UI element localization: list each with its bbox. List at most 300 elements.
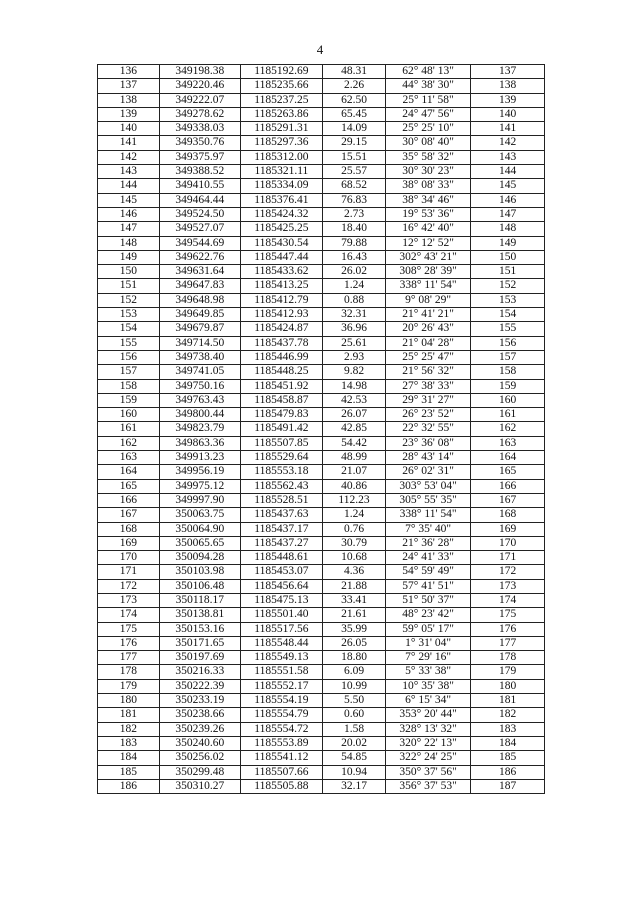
x-coordinate-cell: 350106.48	[159, 579, 240, 593]
bearing-cell: 12° 12' 52"	[386, 236, 471, 250]
table-row	[98, 122, 545, 136]
y-coordinate-cell: 1185437.78	[240, 336, 322, 350]
point-number-cell: 181	[98, 708, 160, 722]
y-coordinate-cell: 1185437.27	[240, 536, 322, 550]
y-coordinate-cell: 1185562.43	[240, 479, 322, 493]
y-coordinate-cell: 1185553.89	[240, 736, 322, 750]
point-number-cell: 146	[98, 207, 160, 221]
distance-cell: 6.09	[322, 665, 385, 679]
table-row	[98, 336, 545, 350]
distance-cell: 36.96	[322, 322, 385, 336]
bearing-cell: 25° 25' 47"	[386, 350, 471, 364]
distance-cell: 10.68	[322, 551, 385, 565]
y-coordinate-cell: 1185291.31	[240, 122, 322, 136]
next-point-cell: 144	[471, 165, 545, 179]
x-coordinate-cell: 350153.16	[159, 622, 240, 636]
distance-cell: 21.88	[322, 579, 385, 593]
x-coordinate-cell: 349975.12	[159, 479, 240, 493]
distance-cell: 42.85	[322, 422, 385, 436]
bearing-cell: 54° 59' 49"	[386, 565, 471, 579]
x-coordinate-cell: 350065.65	[159, 536, 240, 550]
bearing-cell: 302° 43' 21"	[386, 250, 471, 264]
point-number-cell: 185	[98, 765, 160, 779]
x-coordinate-cell: 350138.81	[159, 608, 240, 622]
bearing-cell: 27° 38' 33"	[386, 379, 471, 393]
table-row	[98, 694, 545, 708]
point-number-cell: 182	[98, 722, 160, 736]
table-row	[98, 379, 545, 393]
next-point-cell: 163	[471, 436, 545, 450]
table-row	[98, 665, 545, 679]
distance-cell: 10.94	[322, 765, 385, 779]
y-coordinate-cell: 1185479.83	[240, 408, 322, 422]
point-number-cell: 141	[98, 136, 160, 150]
x-coordinate-cell: 350197.69	[159, 651, 240, 665]
bearing-cell: 26° 23' 52"	[386, 408, 471, 422]
next-point-cell: 155	[471, 322, 545, 336]
point-number-cell: 180	[98, 694, 160, 708]
page-number: 4	[316, 42, 324, 57]
next-point-cell: 148	[471, 222, 545, 236]
x-coordinate-cell: 350310.27	[159, 779, 240, 793]
point-number-cell: 161	[98, 422, 160, 436]
table-row	[98, 708, 545, 722]
x-coordinate-cell: 349388.52	[159, 165, 240, 179]
point-number-cell: 178	[98, 665, 160, 679]
distance-cell: 79.88	[322, 236, 385, 250]
next-point-cell: 164	[471, 451, 545, 465]
point-number-cell: 140	[98, 122, 160, 136]
bearing-cell: 21° 36' 28"	[386, 536, 471, 550]
distance-cell: 21.07	[322, 465, 385, 479]
y-coordinate-cell: 1185448.61	[240, 551, 322, 565]
table-row	[98, 293, 545, 307]
x-coordinate-cell: 349222.07	[159, 93, 240, 107]
distance-cell: 76.83	[322, 193, 385, 207]
bearing-cell: 322° 24' 25"	[386, 751, 471, 765]
y-coordinate-cell: 1185412.93	[240, 308, 322, 322]
x-coordinate-cell: 350118.17	[159, 593, 240, 607]
point-number-cell: 153	[98, 308, 160, 322]
y-coordinate-cell: 1185554.72	[240, 722, 322, 736]
point-number-cell: 147	[98, 222, 160, 236]
y-coordinate-cell: 1185553.18	[240, 465, 322, 479]
table-row	[98, 308, 545, 322]
distance-cell: 10.99	[322, 679, 385, 693]
table-row	[98, 493, 545, 507]
point-number-cell: 138	[98, 93, 160, 107]
y-coordinate-cell: 1185451.92	[240, 379, 322, 393]
next-point-cell: 137	[471, 65, 545, 79]
bearing-cell: 30° 08' 40"	[386, 136, 471, 150]
next-point-cell: 143	[471, 150, 545, 164]
distance-cell: 18.40	[322, 222, 385, 236]
bearing-cell: 21° 56' 32"	[386, 365, 471, 379]
table-body	[98, 65, 545, 794]
point-number-cell: 156	[98, 350, 160, 364]
next-point-cell: 145	[471, 179, 545, 193]
distance-cell: 26.05	[322, 636, 385, 650]
next-point-cell: 141	[471, 122, 545, 136]
y-coordinate-cell: 1185448.25	[240, 365, 322, 379]
bearing-cell: 328° 13' 32"	[386, 722, 471, 736]
y-coordinate-cell: 1185491.42	[240, 422, 322, 436]
table-row	[98, 365, 545, 379]
x-coordinate-cell: 350103.98	[159, 565, 240, 579]
bearing-cell: 44° 38' 30"	[386, 79, 471, 93]
point-number-cell: 173	[98, 593, 160, 607]
point-number-cell: 176	[98, 636, 160, 650]
y-coordinate-cell: 1185554.79	[240, 708, 322, 722]
table-row	[98, 322, 545, 336]
y-coordinate-cell: 1185501.40	[240, 608, 322, 622]
x-coordinate-cell: 349198.38	[159, 65, 240, 79]
x-coordinate-cell: 349863.36	[159, 436, 240, 450]
x-coordinate-cell: 350064.90	[159, 522, 240, 536]
distance-cell: 29.15	[322, 136, 385, 150]
y-coordinate-cell: 1185437.17	[240, 522, 322, 536]
table-row	[98, 593, 545, 607]
distance-cell: 40.86	[322, 479, 385, 493]
x-coordinate-cell: 349278.62	[159, 107, 240, 121]
point-number-cell: 162	[98, 436, 160, 450]
bearing-cell: 38° 08' 33"	[386, 179, 471, 193]
table-row	[98, 736, 545, 750]
y-coordinate-cell: 1185312.00	[240, 150, 322, 164]
bearing-cell: 21° 04' 28"	[386, 336, 471, 350]
point-number-cell: 179	[98, 679, 160, 693]
next-point-cell: 158	[471, 365, 545, 379]
x-coordinate-cell: 349647.83	[159, 279, 240, 293]
table-row	[98, 165, 545, 179]
next-point-cell: 175	[471, 608, 545, 622]
coordinates-table	[97, 64, 545, 794]
point-number-cell: 172	[98, 579, 160, 593]
table-row	[98, 436, 545, 450]
next-point-cell: 160	[471, 393, 545, 407]
bearing-cell: 16° 42' 40"	[386, 222, 471, 236]
table-row	[98, 79, 545, 93]
x-coordinate-cell: 350239.26	[159, 722, 240, 736]
next-point-cell: 187	[471, 779, 545, 793]
point-number-cell: 158	[98, 379, 160, 393]
distance-cell: 14.09	[322, 122, 385, 136]
x-coordinate-cell: 349750.16	[159, 379, 240, 393]
point-number-cell: 186	[98, 779, 160, 793]
table-row	[98, 565, 545, 579]
distance-cell: 26.07	[322, 408, 385, 422]
bearing-cell: 24° 41' 33"	[386, 551, 471, 565]
table-row	[98, 608, 545, 622]
next-point-cell: 179	[471, 665, 545, 679]
y-coordinate-cell: 1185505.88	[240, 779, 322, 793]
y-coordinate-cell: 1185517.56	[240, 622, 322, 636]
next-point-cell: 183	[471, 722, 545, 736]
y-coordinate-cell: 1185458.87	[240, 393, 322, 407]
bearing-cell: 57° 41' 51"	[386, 579, 471, 593]
point-number-cell: 169	[98, 536, 160, 550]
distance-cell: 33.41	[322, 593, 385, 607]
x-coordinate-cell: 349631.64	[159, 265, 240, 279]
distance-cell: 32.31	[322, 308, 385, 322]
x-coordinate-cell: 349956.19	[159, 465, 240, 479]
distance-cell: 0.76	[322, 522, 385, 536]
bearing-cell: 21° 41' 21"	[386, 308, 471, 322]
x-coordinate-cell: 349649.85	[159, 308, 240, 322]
distance-cell: 15.51	[322, 150, 385, 164]
bearing-cell: 7° 29' 16"	[386, 651, 471, 665]
next-point-cell: 171	[471, 551, 545, 565]
x-coordinate-cell: 349800.44	[159, 408, 240, 422]
x-coordinate-cell: 350222.39	[159, 679, 240, 693]
next-point-cell: 186	[471, 765, 545, 779]
y-coordinate-cell: 1185541.12	[240, 751, 322, 765]
x-coordinate-cell: 350171.65	[159, 636, 240, 650]
distance-cell: 32.17	[322, 779, 385, 793]
table-row	[98, 765, 545, 779]
y-coordinate-cell: 1185437.63	[240, 508, 322, 522]
x-coordinate-cell: 349679.87	[159, 322, 240, 336]
point-number-cell: 163	[98, 451, 160, 465]
x-coordinate-cell: 349220.46	[159, 79, 240, 93]
distance-cell: 4.36	[322, 565, 385, 579]
table-row	[98, 751, 545, 765]
point-number-cell: 166	[98, 493, 160, 507]
distance-cell: 2.93	[322, 350, 385, 364]
table-row	[98, 193, 545, 207]
y-coordinate-cell: 1185453.07	[240, 565, 322, 579]
point-number-cell: 177	[98, 651, 160, 665]
bearing-cell: 26° 02' 31"	[386, 465, 471, 479]
table-row	[98, 136, 545, 150]
x-coordinate-cell: 349913.23	[159, 451, 240, 465]
point-number-cell: 137	[98, 79, 160, 93]
y-coordinate-cell: 1185334.09	[240, 179, 322, 193]
next-point-cell: 157	[471, 350, 545, 364]
next-point-cell: 172	[471, 565, 545, 579]
x-coordinate-cell: 350299.48	[159, 765, 240, 779]
distance-cell: 14.98	[322, 379, 385, 393]
table-row	[98, 107, 545, 121]
point-number-cell: 159	[98, 393, 160, 407]
point-number-cell: 139	[98, 107, 160, 121]
x-coordinate-cell: 349527.07	[159, 222, 240, 236]
point-number-cell: 136	[98, 65, 160, 79]
next-point-cell: 147	[471, 207, 545, 221]
x-coordinate-cell: 349410.55	[159, 179, 240, 193]
y-coordinate-cell: 1185456.64	[240, 579, 322, 593]
y-coordinate-cell: 1185447.44	[240, 250, 322, 264]
distance-cell: 54.42	[322, 436, 385, 450]
distance-cell: 48.31	[322, 65, 385, 79]
next-point-cell: 149	[471, 236, 545, 250]
y-coordinate-cell: 1185433.62	[240, 265, 322, 279]
y-coordinate-cell: 1185549.13	[240, 651, 322, 665]
bearing-cell: 48° 23' 42"	[386, 608, 471, 622]
y-coordinate-cell: 1185424.87	[240, 322, 322, 336]
next-point-cell: 156	[471, 336, 545, 350]
point-number-cell: 167	[98, 508, 160, 522]
distance-cell: 2.73	[322, 207, 385, 221]
distance-cell: 1.24	[322, 508, 385, 522]
table-row	[98, 393, 545, 407]
x-coordinate-cell: 349997.90	[159, 493, 240, 507]
distance-cell: 35.99	[322, 622, 385, 636]
bearing-cell: 38° 34' 46"	[386, 193, 471, 207]
y-coordinate-cell: 1185446.99	[240, 350, 322, 364]
next-point-cell: 165	[471, 465, 545, 479]
table-row	[98, 451, 545, 465]
point-number-cell: 157	[98, 365, 160, 379]
table-row	[98, 150, 545, 164]
bearing-cell: 338° 11' 54"	[386, 279, 471, 293]
x-coordinate-cell: 350233.19	[159, 694, 240, 708]
bearing-cell: 20° 26' 43"	[386, 322, 471, 336]
point-number-cell: 143	[98, 165, 160, 179]
x-coordinate-cell: 349350.76	[159, 136, 240, 150]
distance-cell: 18.80	[322, 651, 385, 665]
next-point-cell: 161	[471, 408, 545, 422]
distance-cell: 25.57	[322, 165, 385, 179]
bearing-cell: 305° 55' 35"	[386, 493, 471, 507]
next-point-cell: 173	[471, 579, 545, 593]
next-point-cell: 140	[471, 107, 545, 121]
distance-cell: 2.26	[322, 79, 385, 93]
bearing-cell: 22° 32' 55"	[386, 422, 471, 436]
bearing-cell: 353° 20' 44"	[386, 708, 471, 722]
distance-cell: 0.88	[322, 293, 385, 307]
table-row	[98, 465, 545, 479]
bearing-cell: 62° 48' 13"	[386, 65, 471, 79]
y-coordinate-cell: 1185412.79	[240, 293, 322, 307]
next-point-cell: 178	[471, 651, 545, 665]
x-coordinate-cell: 350240.60	[159, 736, 240, 750]
table-row	[98, 536, 545, 550]
next-point-cell: 154	[471, 308, 545, 322]
x-coordinate-cell: 349741.05	[159, 365, 240, 379]
distance-cell: 30.79	[322, 536, 385, 550]
next-point-cell: 142	[471, 136, 545, 150]
y-coordinate-cell: 1185321.11	[240, 165, 322, 179]
y-coordinate-cell: 1185529.64	[240, 451, 322, 465]
next-point-cell: 153	[471, 293, 545, 307]
table-row	[98, 179, 545, 193]
point-number-cell: 164	[98, 465, 160, 479]
table-row	[98, 551, 545, 565]
y-coordinate-cell: 1185297.36	[240, 136, 322, 150]
distance-cell: 42.53	[322, 393, 385, 407]
table-row	[98, 579, 545, 593]
table-row	[98, 93, 545, 107]
distance-cell: 0.60	[322, 708, 385, 722]
point-number-cell: 150	[98, 265, 160, 279]
bearing-cell: 30° 30' 23"	[386, 165, 471, 179]
point-number-cell: 151	[98, 279, 160, 293]
point-number-cell: 183	[98, 736, 160, 750]
next-point-cell: 177	[471, 636, 545, 650]
y-coordinate-cell: 1185554.19	[240, 694, 322, 708]
bearing-cell: 19° 53' 36"	[386, 207, 471, 221]
distance-cell: 1.24	[322, 279, 385, 293]
distance-cell: 9.82	[322, 365, 385, 379]
bearing-cell: 10° 35' 38"	[386, 679, 471, 693]
next-point-cell: 174	[471, 593, 545, 607]
table-row	[98, 522, 545, 536]
next-point-cell: 167	[471, 493, 545, 507]
table-row	[98, 651, 545, 665]
next-point-cell: 146	[471, 193, 545, 207]
bearing-cell: 1° 31' 04"	[386, 636, 471, 650]
next-point-cell: 170	[471, 536, 545, 550]
table-row	[98, 65, 545, 79]
point-number-cell: 174	[98, 608, 160, 622]
x-coordinate-cell: 350216.33	[159, 665, 240, 679]
next-point-cell: 169	[471, 522, 545, 536]
bearing-cell: 5° 33' 38"	[386, 665, 471, 679]
y-coordinate-cell: 1185235.66	[240, 79, 322, 93]
next-point-cell: 150	[471, 250, 545, 264]
x-coordinate-cell: 350256.02	[159, 751, 240, 765]
table-row	[98, 236, 545, 250]
distance-cell: 62.50	[322, 93, 385, 107]
bearing-cell: 308° 28' 39"	[386, 265, 471, 279]
bearing-cell: 9° 08' 29"	[386, 293, 471, 307]
y-coordinate-cell: 1185237.25	[240, 93, 322, 107]
next-point-cell: 181	[471, 694, 545, 708]
distance-cell: 25.61	[322, 336, 385, 350]
table-row	[98, 636, 545, 650]
y-coordinate-cell: 1185413.25	[240, 279, 322, 293]
bearing-cell: 6° 15' 34"	[386, 694, 471, 708]
x-coordinate-cell: 349738.40	[159, 350, 240, 364]
x-coordinate-cell: 349763.43	[159, 393, 240, 407]
table-row	[98, 779, 545, 793]
point-number-cell: 170	[98, 551, 160, 565]
table-row	[98, 408, 545, 422]
x-coordinate-cell: 349622.76	[159, 250, 240, 264]
point-number-cell: 160	[98, 408, 160, 422]
bearing-cell: 35° 58' 32"	[386, 150, 471, 164]
table-row	[98, 222, 545, 236]
point-number-cell: 152	[98, 293, 160, 307]
y-coordinate-cell: 1185376.41	[240, 193, 322, 207]
table-row	[98, 207, 545, 221]
next-point-cell: 152	[471, 279, 545, 293]
bearing-cell: 23° 36' 08"	[386, 436, 471, 450]
point-number-cell: 171	[98, 565, 160, 579]
point-number-cell: 184	[98, 751, 160, 765]
y-coordinate-cell: 1185424.32	[240, 207, 322, 221]
next-point-cell: 185	[471, 751, 545, 765]
y-coordinate-cell: 1185552.17	[240, 679, 322, 693]
next-point-cell: 138	[471, 79, 545, 93]
x-coordinate-cell: 349524.50	[159, 207, 240, 221]
point-number-cell: 144	[98, 179, 160, 193]
next-point-cell: 168	[471, 508, 545, 522]
table-row	[98, 250, 545, 264]
distance-cell: 26.02	[322, 265, 385, 279]
point-number-cell: 142	[98, 150, 160, 164]
distance-cell: 65.45	[322, 107, 385, 121]
x-coordinate-cell: 349544.69	[159, 236, 240, 250]
table-row	[98, 265, 545, 279]
bearing-cell: 24° 47' 56"	[386, 107, 471, 121]
y-coordinate-cell: 1185425.25	[240, 222, 322, 236]
point-number-cell: 168	[98, 522, 160, 536]
y-coordinate-cell: 1185430.54	[240, 236, 322, 250]
bearing-cell: 28° 43' 14"	[386, 451, 471, 465]
point-number-cell: 155	[98, 336, 160, 350]
